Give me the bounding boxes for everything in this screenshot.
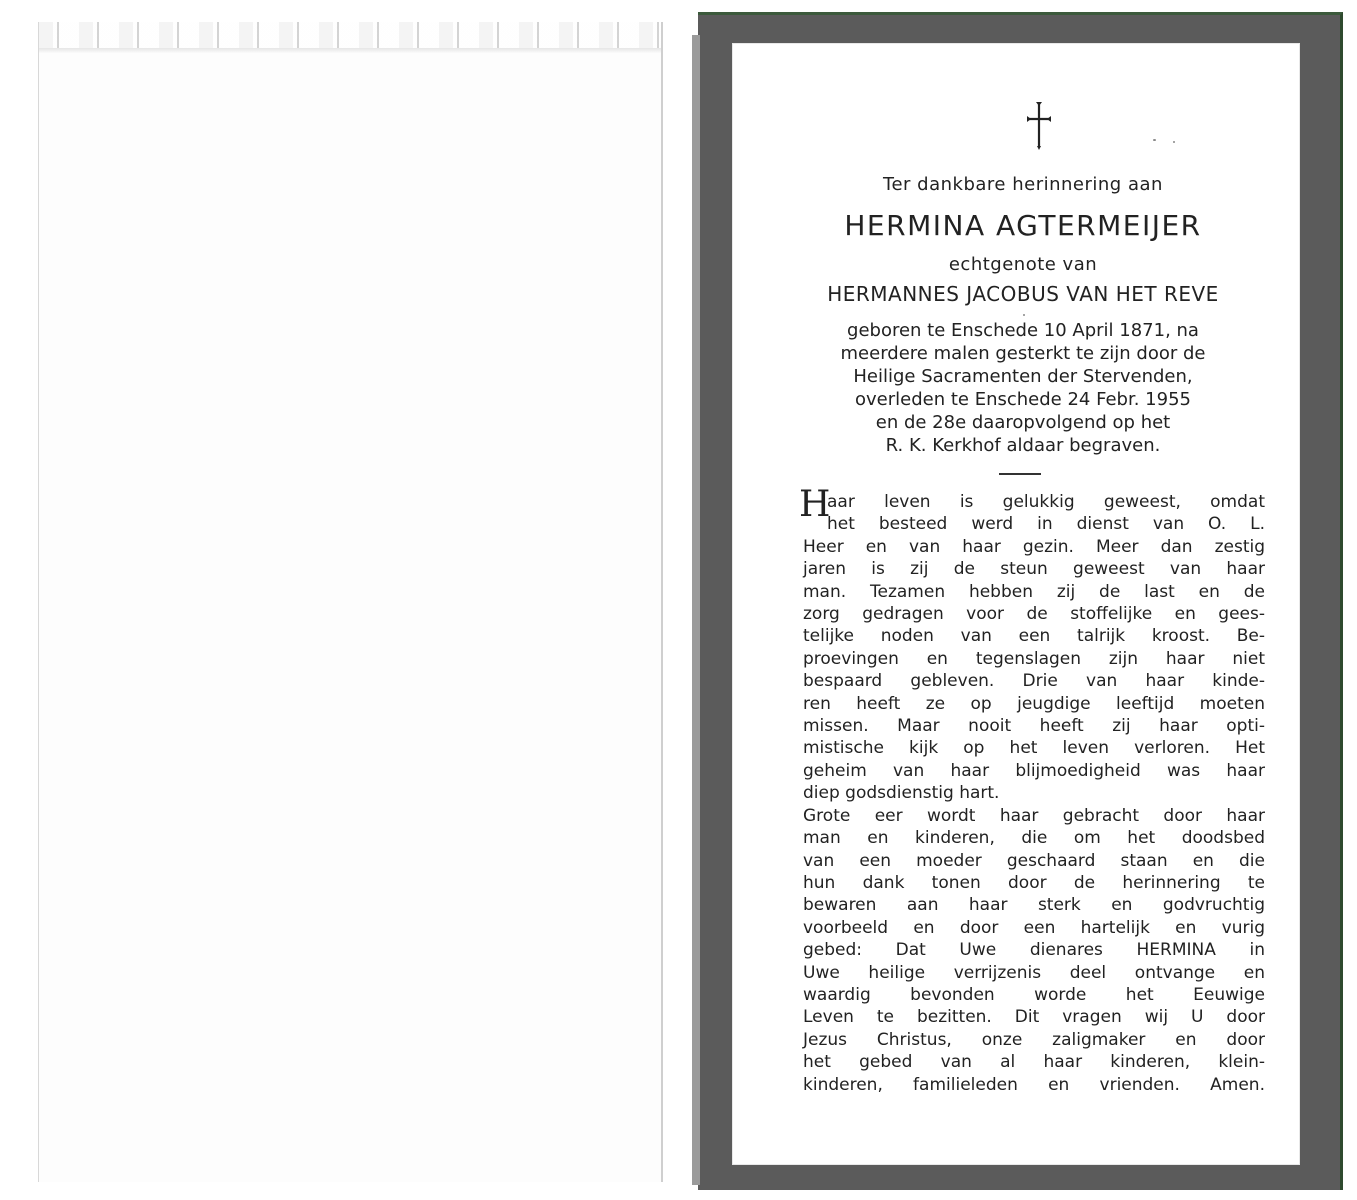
scan-speck (1023, 314, 1025, 316)
drop-cap: H (799, 484, 831, 525)
body-line-text: aar leven is gelukkig geweest, omdat (827, 492, 1265, 512)
body-line: man en kinderen, die om het doodsbed (803, 828, 1265, 849)
body-line: diep godsdienstig hart. (803, 783, 1000, 804)
memorial-card-content (732, 43, 1300, 1165)
body-line: zorg gedragen voor de stoffelijke en gees- (803, 604, 1265, 625)
scan-speck (1173, 141, 1175, 143)
card-back-side (38, 22, 663, 1182)
body-line: mistische kijk op het leven verloren. Het (803, 738, 1265, 759)
life-line: R. K. Kerkhof aldaar begraven. (885, 435, 1161, 456)
body-line: proevingen en tegenslagen zijn haar niet (803, 648, 1265, 669)
scan-artifact-strip (39, 22, 661, 48)
intro-line: Ter dankbare herinnering aan (883, 174, 1163, 195)
scan-speck (1153, 139, 1156, 141)
life-line: geboren te Enschede 10 April 1871, na (847, 320, 1199, 341)
body-line: missen. Maar nooit heeft zij haar opti- (803, 716, 1265, 737)
body-line: waardig bevonden worde het Eeuwige (803, 984, 1265, 1005)
life-line: meerdere malen gesterkt te zijn door de (840, 343, 1206, 364)
memorial-card (698, 12, 1343, 1190)
deceased-name: HERMINA AGTERMEIJER (844, 209, 1202, 242)
body-line: geheim van haar blijmoedigheid was haar (803, 760, 1265, 781)
body-line: voorbeeld en door een hartelijk en vurig (803, 917, 1265, 938)
spouse-intro: echtgenote van (948, 254, 1098, 275)
spouse-name: HERMANNES JACOBUS VAN HET REVE (827, 282, 1219, 306)
life-line: overleden te Enschede 24 Febr. 1955 (855, 389, 1191, 410)
card-top-edge (39, 48, 661, 54)
cross-icon (1025, 100, 1053, 150)
body-line: jaren is zij de steun geweest van haar (803, 559, 1265, 580)
life-line: Heilige Sacramenten der Stervenden, (853, 366, 1193, 387)
body-text (799, 484, 1265, 1096)
body-line: Leven te bezitten. Dit vragen wij U door (803, 1007, 1265, 1028)
body-line: Grote eer wordt haar gebracht door haar (803, 805, 1265, 826)
life-line: en de 28e daaropvolgend op het (875, 412, 1171, 433)
body-line: Uwe heilige verrijzenis deel ontvange en (803, 962, 1265, 983)
card-edge-shadow (692, 35, 700, 1185)
body-line: bewaren aan haar sterk en godvruchtig (803, 895, 1265, 916)
body-line: kinderen, familieleden en vrienden. Amen. (803, 1074, 1265, 1095)
body-line: gebed: Dat Uwe dienares HERMINA in (803, 940, 1265, 961)
body-line: telijke noden van een talrijk kroost. Be- (803, 626, 1265, 647)
life-details (778, 319, 1268, 457)
body-line: man. Tezamen hebben zij de last en de (803, 581, 1265, 602)
body-line: van een moeder geschaard staan en die (803, 850, 1265, 871)
body-line: hun dank tonen door de herinnering te (803, 872, 1265, 893)
body-line: ren heeft ze op jeugdige leeftijd moeten (803, 693, 1265, 714)
divider-rule (999, 473, 1041, 475)
body-line: Jezus Christus, onze zaligmaker en door (803, 1029, 1265, 1050)
body-line: het besteed werd in dienst van O. L. (827, 514, 1265, 535)
body-line: bespaard gebleven. Drie van haar kinde- (803, 671, 1265, 692)
body-line: Heer en van haar gezin. Meer dan zestig (803, 536, 1265, 557)
body-line: het gebed van al haar kinderen, klein- (803, 1052, 1265, 1073)
